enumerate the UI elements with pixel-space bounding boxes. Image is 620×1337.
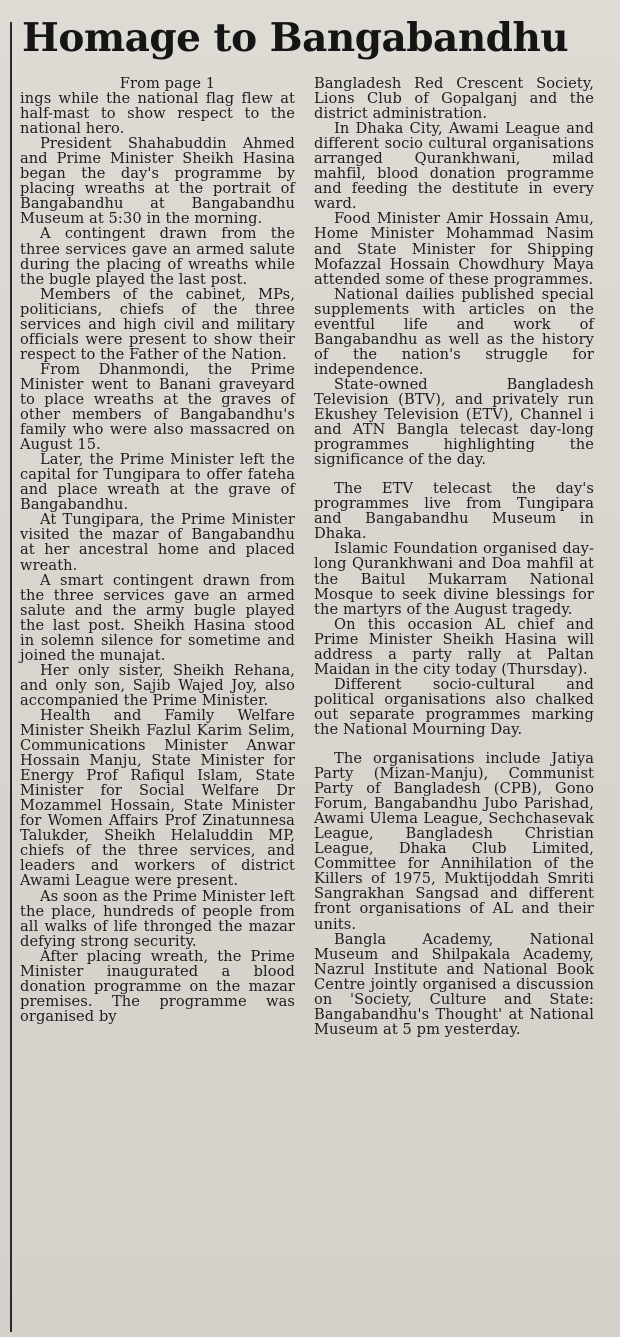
paragraph: Bangla Academy, National Museum and Shilpakala Academy, Nazrul Institute and National Book Centre jointly organised a discussion on 'Society, Culture and State: Bangabandhu's Thought' at National Museum at 5 pm yesterday. [314, 930, 594, 1038]
continuation-note: From page 1 [119, 75, 216, 92]
paragraph: Different socio-cultural and political organisations also chalked out separate programmes marking the National Mourning Day. [314, 675, 594, 738]
paragraph: ings while the national flag flew at half-mast to show respect to the national hero. [20, 90, 295, 138]
paragraph: On this occasion AL chief and Prime Minister Sheikh Hasina will address a party rally at Paltan Maidan in the city today (Thursday). [314, 615, 594, 678]
headline: Homage to Bangabandhu [22, 15, 569, 61]
paragraph: The ETV telecast the day's programmes live from Tungipara and Bangabandhu Museum in Dhaka. [314, 480, 594, 543]
paragraph: The organisations include Jatiya Party (Mizan-Manju), Communist Party of Bangladesh (CPB), Gono Forum, Bangabandhu Jubo Parishad, Awami Ulema League, Sechchasevak League, Bangladesh Christian League, Dhaka Club Limited, Committee for Annihilation of the Killers of 1975, Muktijoddah Smriti Sangrakhan Sangsad and different front organisations of AL and their units. [314, 750, 594, 933]
paragraph: After placing wreath, the Prime Minister inaugurated a blood donation programme on the mazar premises. The programme was organised by [20, 947, 295, 1025]
paragraph: As soon as the Prime Minister left the place, hundreds of people from all walks of life thronged the mazar defying strong security. [20, 887, 295, 950]
paragraph: Bangladesh Red Crescent Society, Lions Club of Gopalganj and the district administration. [314, 75, 594, 123]
paragraph: Food Minister Amir Hossain Amu, Home Minister Mohammad Nasim and State Minister for Shipping Mofazzal Hossain Chowdhury Maya attended some of these programmes. [314, 210, 594, 288]
paragraph: Her only sister, Sheikh Rehana, and only son, Sajib Wajed Joy, also accompanied the Prime Minister. [20, 661, 295, 709]
column-rule [10, 22, 12, 1332]
paragraph: At Tungipara, the Prime Minister visited the mazar of Bangabandhu at her ancestral home and placed wreath. [20, 511, 295, 574]
paragraph: Health and Family Welfare Minister Sheikh Fazlul Karim Selim, Communications Minister Anwar Hossain Manju, State Minister for Energy Prof Rafiqul Islam, State Minister for Social Welfare Dr Mozammel Hossain, State Minister for Women Affairs Prof Zinatunnesa Talukder, Sheikh Helaluddin MP, chiefs of the three services, and leaders and workers of district Awami League were present. [20, 706, 295, 890]
paragraph: In Dhaka City, Awami League and different socio cultural organisations arranged Qurankhwani, milad mahfil, blood donation programme and feeding the destitute in every ward. [314, 120, 594, 213]
paragraph: President Shahabuddin Ahmed and Prime Minister Sheikh Hasina began the day's programme by placing wreaths at the portrait of Bangabandhu at Bangabandhu Museum at 5:30 in the morning. [20, 135, 295, 228]
paragraph: State-owned Bangladesh Television (BTV), and privately run Ekushey Television (ETV), Channel i and ATN Bangla telecast day-long programmes highlighting the significance of the day. [314, 375, 594, 469]
paragraph: Members of the cabinet, MPs, politicians, chiefs of the three services and high civil and military officials were present to show their respect to the Father of the Nation. [20, 285, 295, 363]
paragraph: A smart contingent drawn from the three services gave an armed salute and the army bugle played the last post. Sheikh Hasina stood in solemn silence for sometime and joined the munajat. [20, 571, 295, 664]
right-column [314, 76, 594, 1037]
paragraph: A contingent drawn from the three services gave an armed salute during the placing of wreaths while the bugle played the last post. [20, 225, 295, 288]
paragraph: From Dhanmondi, the Prime Minister went to Banani graveyard to place wreaths at the graves of other members of Bangabandhu's family who were also massacred on August 15. [20, 360, 295, 454]
paragraph: Islamic Foundation organised day-long Qurankhwani and Doa mahfil at the Baitul Mukarram National Mosque to seek divine blessings for the martyrs of the August tragedy. [314, 540, 594, 618]
paragraph: National dailies published special supplements with articles on the eventful life and work of Bangabandhu as well as the history of the nation's struggle for independence. [314, 285, 594, 378]
left-column [20, 76, 295, 1024]
paragraph: Later, the Prime Minister left the capital for Tungipara to offer fateha and place wreath at the grave of Bangabandhu. [20, 451, 295, 514]
